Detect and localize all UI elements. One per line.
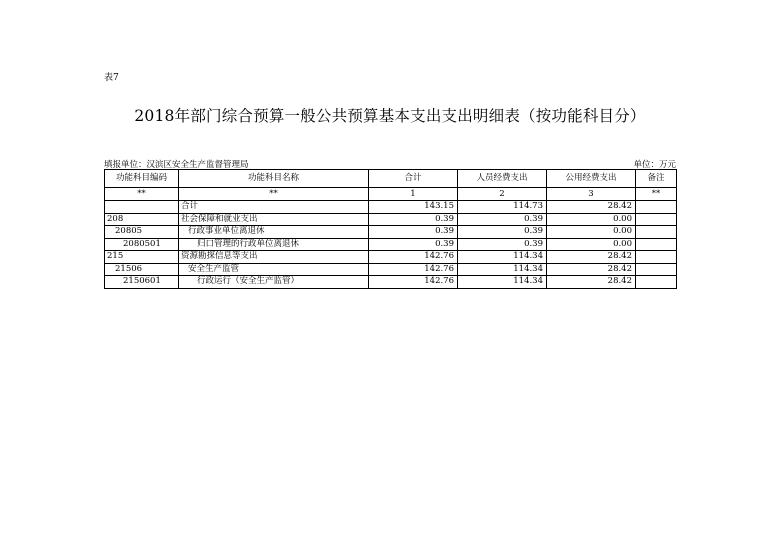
cell-personnel: 0.39 [458,238,547,251]
cell-total: 142.76 [369,276,458,289]
cell-personnel: 0.39 [458,213,547,226]
header-public: 公用经费支出 [547,170,636,188]
cell-personnel: 114.73 [458,201,547,214]
cell-public: 0.00 [547,226,636,239]
cell-total: 142.76 [369,263,458,276]
cell-personnel: 0.39 [458,226,547,239]
cell-note [636,251,677,264]
cell-note [636,238,677,251]
filing-unit: 填报单位：汉滨区安全生产监督管理局 [104,160,249,170]
cell-code: 215 [105,251,179,264]
header-total: 合计 [369,170,458,188]
table-row [105,276,677,289]
header-note: 备注 [636,170,677,188]
page-title: 2018年部门综合预算一般公共预算基本支出支出明细表（按功能科目分） [134,107,646,125]
table-row [105,263,677,276]
currency-unit: 单位：万元 [633,160,676,170]
cell-note [636,226,677,239]
cell-code: 2080501 [105,238,179,251]
cell-code: 208 [105,213,179,226]
table-row [105,251,677,264]
index-cell: ** [105,188,179,201]
cell-public: 0.00 [547,238,636,251]
index-cell: 2 [458,188,547,201]
index-cell: ** [636,188,677,201]
cell-personnel: 114.34 [458,251,547,264]
index-cell: 3 [547,188,636,201]
cell-public: 0.00 [547,213,636,226]
cell-name: 资源勘探信息等支出 [179,251,369,264]
header-code: 功能科目编码 [105,170,179,188]
cell-name: 安全生产监管 [179,263,369,276]
cell-code [105,201,179,214]
cell-code: 20805 [105,226,179,239]
cell-note [636,276,677,289]
cell-code: 2150601 [105,276,179,289]
table-row [105,213,677,226]
cell-total: 142.76 [369,251,458,264]
cell-public: 28.42 [547,201,636,214]
cell-note [636,263,677,276]
cell-public: 28.42 [547,251,636,264]
cell-total: 143.15 [369,201,458,214]
cell-code: 21506 [105,263,179,276]
table-number: 表7 [104,73,119,83]
cell-public: 28.42 [547,276,636,289]
index-row [105,188,677,201]
cell-name: 行政运行（安全生产监管） [179,276,369,289]
cell-personnel: 114.34 [458,276,547,289]
index-cell: 1 [369,188,458,201]
header-name: 功能科目名称 [179,170,369,188]
cell-name: 归口管理的行政单位离退休 [179,238,369,251]
cell-total: 0.39 [369,213,458,226]
cell-total: 0.39 [369,226,458,239]
table-row [105,201,677,214]
expenditure-table [104,169,677,289]
table-row [105,238,677,251]
index-cell: ** [179,188,369,201]
table-header-row [105,170,677,188]
cell-name: 行政事业单位离退休 [179,226,369,239]
table-row [105,226,677,239]
header-personnel: 人员经费支出 [458,170,547,188]
cell-public: 28.42 [547,263,636,276]
cell-total: 0.39 [369,238,458,251]
cell-name: 合计 [179,201,369,214]
cell-name: 社会保障和就业支出 [179,213,369,226]
cell-note [636,201,677,214]
cell-note [636,213,677,226]
cell-personnel: 114.34 [458,263,547,276]
